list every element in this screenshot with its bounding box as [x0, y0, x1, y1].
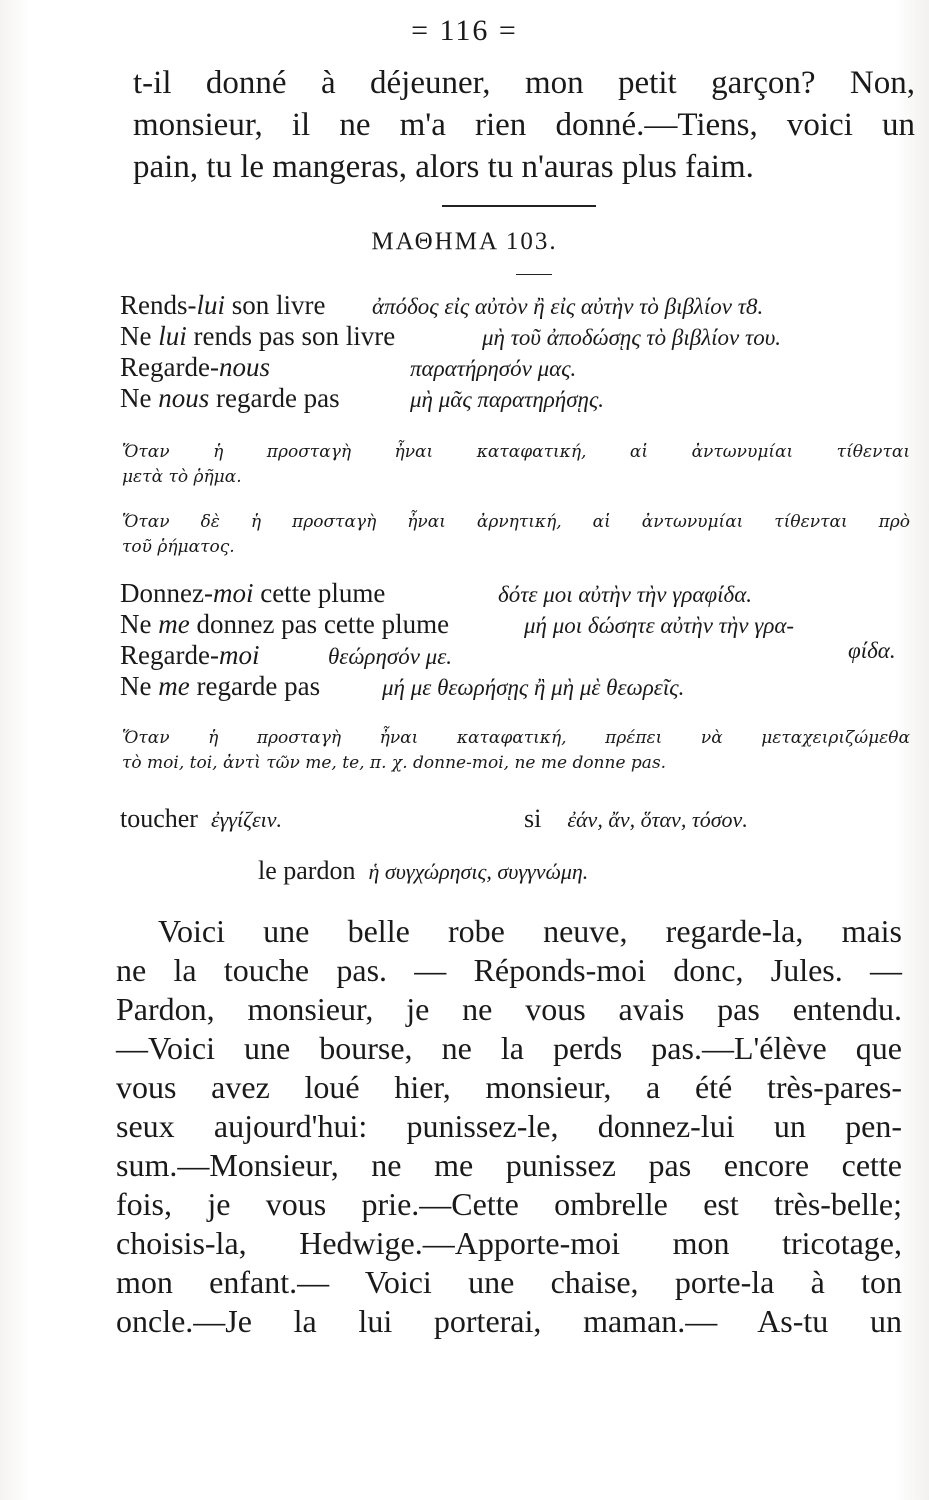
greek-translation: παρατήρησόν μας.: [410, 356, 577, 381]
drill-row: Donnez-moi cette plume δότε μοι αὐτὴν τὴν γραφίδα.: [120, 578, 753, 608]
greek-translation: μὴ μᾶς παρατηρήσῃς.: [410, 387, 605, 412]
text-line: Pardon, monsieur, je ne vous avais pas entendu.: [116, 991, 902, 1027]
title-underline: [516, 274, 552, 275]
note-line: Ὅταν ἡ προσταγὴ ἦναι καταφατική, πρέπει νὰ μεταχειριζώμεθα: [122, 728, 910, 748]
text-line: mon enfant.— Voici une chaise, porte-la à ton: [116, 1264, 902, 1300]
text-line: vous avez loué hier, monsieur, a été très-pares-: [116, 1069, 902, 1105]
note-line: τοῦ ῥήματος.: [122, 537, 235, 557]
drill-block-b: [120, 578, 910, 702]
drill-row: Ne lui rends pas son livre μὴ τοῦ ἀποδώσῃς τὸ βιβλίον του.: [120, 321, 782, 351]
note-line: Ὅταν ἡ προσταγὴ ἦναι καταφατική, αἱ ἀντωνυμίαι τίθενται: [122, 442, 910, 462]
text-line: choisis-la, Hedwige.—Apporte-moi mon tricotage,: [116, 1225, 902, 1261]
text-line: monsieur, il ne m'a rien donné.—Tiens, voici un: [133, 107, 915, 143]
reading-paragraph: [116, 912, 902, 1341]
grammar-note-b: [122, 510, 910, 560]
text-line: pain, tu le mangeras, alors tu n'auras plus faim.: [133, 149, 754, 185]
section-divider: [442, 205, 596, 207]
vocab-si: si ἐάν, ἄν, ὅταν, τόσον.: [524, 804, 748, 833]
text-line: seux aujourd'hui: punissez-le, donnez-lui un pen-: [116, 1108, 902, 1144]
text-line: sum.—Monsieur, ne me punissez pas encore cette: [116, 1147, 902, 1183]
grammar-note-c: [122, 726, 910, 776]
drill-row: Ne nous regarde pas μὴ μᾶς παρατηρήσῃς.: [120, 383, 605, 413]
greek-translation: μὴ τοῦ ἀποδώσῃς τὸ βιβλίον του.: [482, 325, 782, 350]
hyphen-continuation: φίδα.: [848, 638, 896, 663]
text-line: ne la touche pas. — Réponds-moi donc, Jules. —: [116, 952, 902, 988]
drill-row: Ne me regarde pas μή με θεωρήσῃς ἢ μὴ μὲ θεωρεῖς.: [120, 671, 685, 701]
vocab-toucher: toucher ἐγγίζειν.: [120, 804, 283, 833]
grammar-note-a: [122, 440, 910, 490]
drill-row: Regarde-moi θεώρησόν με. φίδα.: [120, 638, 896, 670]
drill-row: Ne me donnez pas cette plume μή μοι δώσητε αὐτὴν τὴν γρα-: [120, 609, 795, 639]
note-line: μετὰ τὸ ῥῆμα.: [122, 467, 242, 487]
greek-translation: μή με θεωρήσῃς ἢ μὴ μὲ θεωρεῖς.: [382, 675, 685, 700]
text-line: Voici une belle robe neuve, regarde-la, mais: [158, 913, 902, 949]
opening-paragraph: [133, 62, 915, 188]
greek-translation: ἀπόδος εἰς αὐτὸν ἢ εἰς αὐτὴν τὸ βιβλίον τ8.: [372, 294, 764, 319]
text-line: fois, je vous prie.—Cette ombrelle est très-belle;: [116, 1186, 902, 1222]
lesson-title: ΜΑΘΗΜΑ 103.: [371, 228, 558, 255]
note-line: Ὅταν δὲ ἡ προσταγὴ ἦναι ἀρνητική, αἱ ἀντωνυμίαι τίθενται πρὸ: [122, 512, 910, 532]
text-line: —Voici une bourse, ne la perds pas.—L'élève que: [116, 1030, 902, 1066]
drill-row: Rends-lui son livre ἀπόδος εἰς αὐτὸν ἢ εἰς αὐτὴν τὸ βιβλίον τ8.: [120, 290, 764, 320]
note-line: τὸ moi, toi, ἀντὶ τῶν me, te, π. χ. donne-moi, ne me donne pas.: [122, 753, 667, 773]
drill-block-a: [120, 290, 910, 414]
greek-translation: μή μοι δώσητε αὐτὴν τὴν γρα-: [524, 613, 795, 638]
page-number: = 116 =: [411, 14, 518, 47]
vocab-pardon: le pardon ἡ συγχώρησις, συγγνώμη.: [258, 856, 589, 885]
greek-translation: θεώρησόν με.: [328, 644, 453, 669]
text-line: oncle.—Je la lui porterai, maman.— As-tu un: [116, 1303, 902, 1339]
greek-translation: δότε μοι αὐτὴν τὴν γραφίδα.: [498, 582, 753, 607]
drill-row: Regarde-nous παρατήρησόν μας.: [120, 352, 577, 382]
text-line: t-il donné à déjeuner, mon petit garçon? Non,: [133, 65, 915, 101]
